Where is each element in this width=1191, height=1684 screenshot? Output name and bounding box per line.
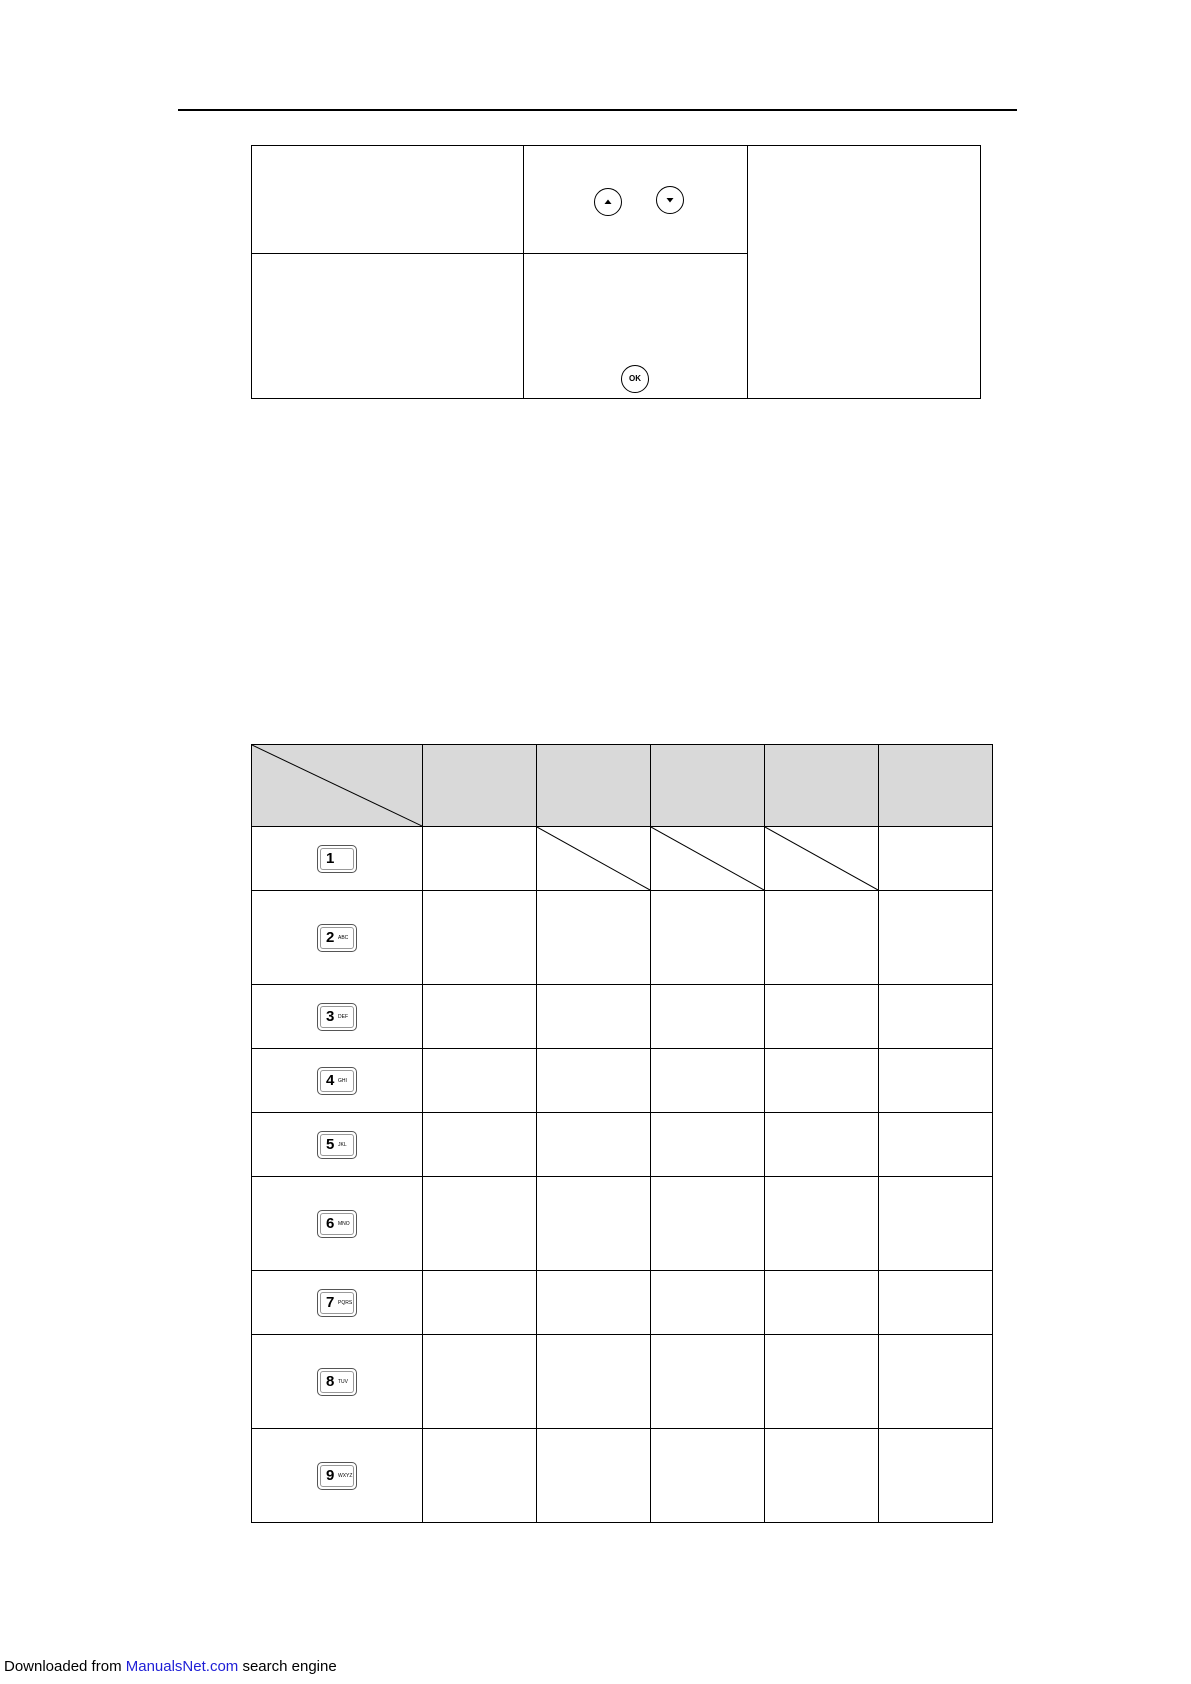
table-cell: [537, 1429, 651, 1523]
key-9-icon: [317, 1462, 357, 1490]
table-header-row: [252, 745, 993, 827]
key-letters: JKL: [338, 1141, 347, 1148]
table-cell: [651, 1113, 765, 1177]
key-cell: [252, 985, 423, 1049]
table-cell: [651, 1271, 765, 1335]
table-cell: [765, 985, 879, 1049]
table-cell: [252, 254, 524, 399]
table-cell: [537, 891, 651, 985]
table-cell: [423, 1177, 537, 1271]
table-cell: [765, 1271, 879, 1335]
key-4-icon: [317, 1067, 357, 1095]
key-letters: GHI: [338, 1077, 347, 1084]
key-7-icon: [317, 1289, 357, 1317]
diagonal-line: [651, 827, 764, 890]
key-digit: 1: [326, 849, 335, 867]
table-cell: [423, 1271, 537, 1335]
table-cell: [423, 1113, 537, 1177]
key-letters: PQRS: [338, 1299, 353, 1306]
table-cell: [537, 1335, 651, 1429]
key-digit: 7: [326, 1293, 335, 1311]
key-letters: ABC: [338, 934, 349, 941]
table-row: [252, 827, 993, 891]
table-row: [252, 1113, 993, 1177]
key-cell: [252, 1049, 423, 1113]
table-cell: [537, 985, 651, 1049]
diagonal-line: [252, 745, 422, 826]
table-cell: [651, 985, 765, 1049]
manualsnet-link[interactable]: ManualsNet.com: [125, 1658, 239, 1675]
key-5-icon: [317, 1131, 357, 1159]
key-cell: [252, 1271, 423, 1335]
header-cell: [651, 745, 765, 827]
key-cell: [252, 1113, 423, 1177]
header-cell: [765, 745, 879, 827]
key-cell: [252, 1429, 423, 1523]
table-cell: [765, 1429, 879, 1523]
table-row: [252, 1177, 993, 1271]
table-cell: [423, 1335, 537, 1429]
up-arrow-key-icon: [594, 188, 622, 216]
table-row: [252, 1271, 993, 1335]
table-cell: [879, 1049, 993, 1113]
blank-cell: [765, 827, 879, 891]
key-letters: DEF: [338, 1013, 348, 1020]
table-cell: [423, 985, 537, 1049]
table-cell: [765, 891, 879, 985]
keypad-table: [251, 744, 993, 1523]
table-cell: [537, 1271, 651, 1335]
key-letters: WXYZ: [338, 1472, 353, 1479]
table-cell: [879, 1271, 993, 1335]
table-cell: [765, 1335, 879, 1429]
header-corner-cell: [252, 745, 423, 827]
diagonal-line: [537, 827, 650, 890]
key-digit: 5: [326, 1135, 335, 1153]
table-cell: [252, 146, 524, 254]
table-cell: [524, 146, 748, 254]
table-cell: [879, 827, 993, 891]
table-cell: [537, 1049, 651, 1113]
table-row: [252, 891, 993, 985]
table-cell: [651, 1335, 765, 1429]
table-cell: [651, 1049, 765, 1113]
table-cell: [537, 1113, 651, 1177]
table-cell: [879, 1335, 993, 1429]
table-cell: [423, 827, 537, 891]
key-letters: TUV: [338, 1378, 348, 1385]
key-digit: 4: [326, 1071, 335, 1089]
table-cell: [879, 985, 993, 1049]
key-digit: 3: [326, 1007, 335, 1025]
table-cell: [879, 1177, 993, 1271]
ok-key-icon: [621, 365, 649, 393]
key-6-icon: [317, 1210, 357, 1238]
header-cell: [423, 745, 537, 827]
table-row: [252, 1335, 993, 1429]
footer: [4, 1658, 337, 1675]
key-2-icon: [317, 924, 357, 952]
table-row: [252, 1429, 993, 1523]
table-cell: [765, 1049, 879, 1113]
table-cell: [651, 1429, 765, 1523]
footer-suffix: search engine: [238, 1658, 337, 1675]
table-cell: [423, 1049, 537, 1113]
diagonal-line: [765, 827, 878, 890]
table-cell: [879, 1113, 993, 1177]
down-arrow-key-icon: [656, 186, 684, 214]
key-cell: [252, 827, 423, 891]
footer-prefix: Downloaded from: [4, 1658, 126, 1675]
table-cell: [748, 146, 981, 399]
table-row: [252, 985, 993, 1049]
key-digit: 8: [326, 1372, 335, 1390]
key-cell: [252, 1335, 423, 1429]
table-cell: [537, 1177, 651, 1271]
table-cell: [423, 1429, 537, 1523]
table-cell: [879, 891, 993, 985]
blank-cell: [537, 827, 651, 891]
header-rule: [178, 109, 1017, 111]
table-cell: [524, 254, 748, 399]
key-digit: 2: [326, 928, 335, 946]
header-cell: [879, 745, 993, 827]
table-cell: [879, 1429, 993, 1523]
key-cell: [252, 1177, 423, 1271]
header-cell: [537, 745, 651, 827]
ok-key-label: OK: [629, 374, 641, 383]
key-cell: [252, 891, 423, 985]
table-cell: [651, 891, 765, 985]
key-1-icon: [317, 845, 357, 873]
key-3-icon: [317, 1003, 357, 1031]
table-row: [252, 146, 981, 254]
key-8-icon: [317, 1368, 357, 1396]
table-cell: [765, 1113, 879, 1177]
key-digit: 9: [326, 1466, 335, 1484]
table-row: [252, 1049, 993, 1113]
navigation-keys-table: [251, 145, 981, 399]
table-cell: [423, 891, 537, 985]
table-cell: [765, 1177, 879, 1271]
table-cell: [651, 1177, 765, 1271]
key-letters: MNO: [338, 1220, 350, 1227]
key-digit: 6: [326, 1214, 335, 1232]
blank-cell: [651, 827, 765, 891]
